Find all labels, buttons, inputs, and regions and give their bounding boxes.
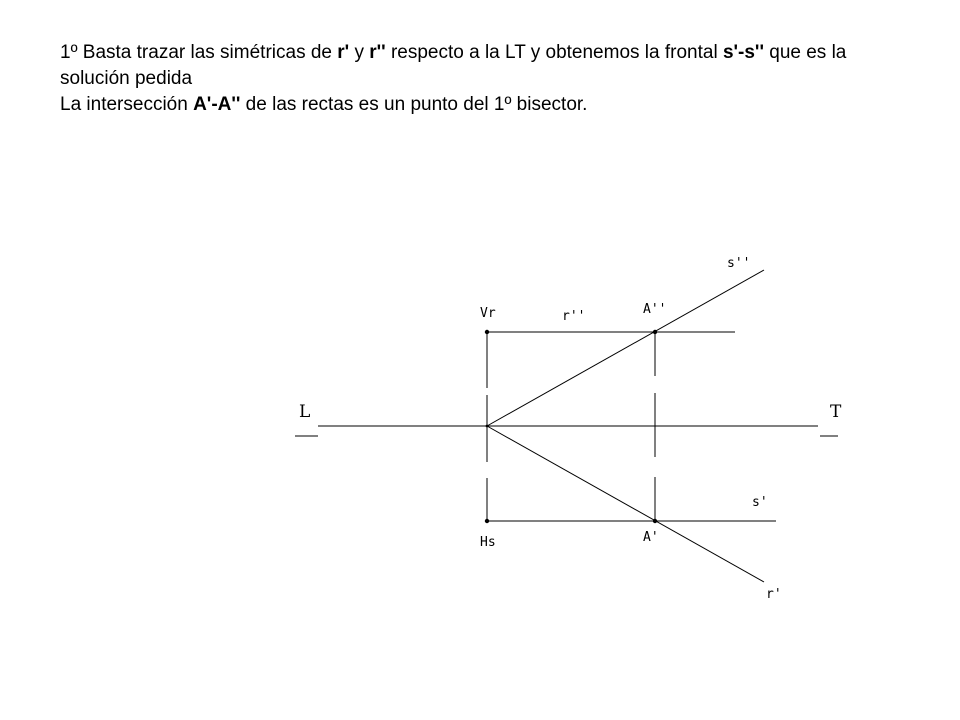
caption-text: que es la solución pedida — [60, 42, 847, 89]
label-vr: Vr — [480, 306, 496, 321]
point-vr — [485, 330, 489, 334]
caption-text: 1º Basta trazar las simétricas de — [60, 42, 338, 63]
point-a-prime — [653, 519, 657, 523]
label-r-double-prime: r'' — [562, 309, 586, 324]
line-s-double-prime — [487, 270, 764, 426]
caption-text: La intersección — [60, 94, 194, 115]
label-a-prime: A' — [643, 530, 659, 545]
caption-text: de las rectas es un punto del 1º bisector. — [240, 94, 588, 115]
label-s-prime: s' — [752, 495, 768, 510]
label-l: L — [299, 402, 311, 422]
label-hs: Hs — [480, 535, 496, 550]
caption-bold: s'-s'' — [722, 42, 764, 63]
caption-bold: r' — [337, 42, 350, 63]
point-a-double-prime — [653, 330, 657, 334]
point-hs — [485, 519, 489, 523]
label-a-double-prime: A'' — [643, 302, 667, 317]
caption-bold: r'' — [369, 42, 386, 63]
point-intersection-lt — [486, 425, 489, 428]
label-r-prime: r' — [766, 587, 782, 602]
caption-text: respecto a la LT y obtenemos la frontal — [385, 42, 723, 63]
caption-bold: A'-A'' — [193, 94, 241, 115]
diagram-labels — [299, 256, 842, 602]
caption-text: y — [349, 42, 370, 63]
label-t: T — [830, 402, 842, 422]
line-r-prime — [487, 426, 764, 582]
label-s-double-prime: s'' — [727, 256, 751, 271]
